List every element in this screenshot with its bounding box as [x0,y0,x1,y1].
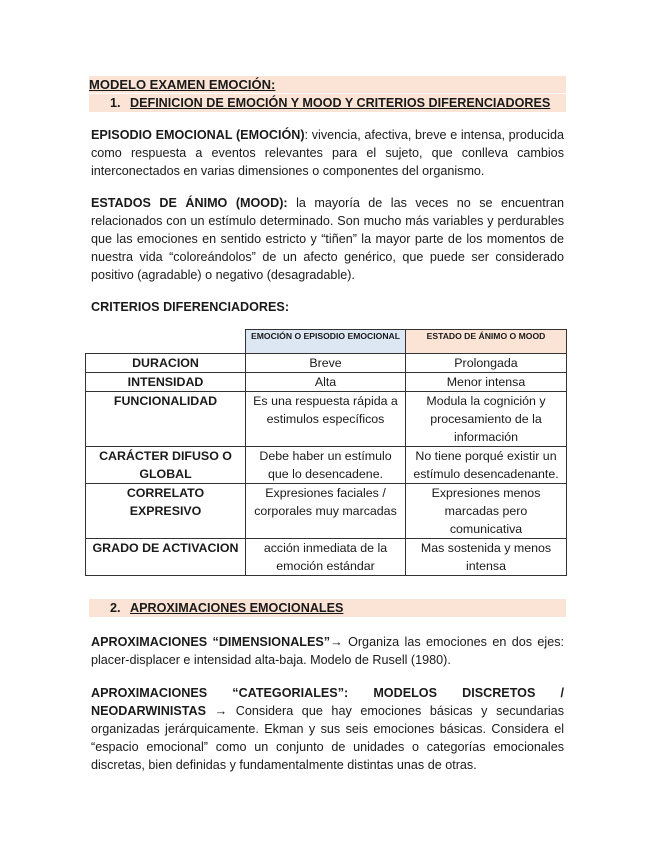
table-header-blank [86,330,246,354]
row-criterio: INTENSIDAD [86,373,246,392]
categoriales-text: Considera que hay emociones básicas y secundarias organizadas jerárquicamente. Ekman y sus seis emociones básicas. Considera el “espacio emocional” como un conjunto de unidades o categorías emocionales discretas, bien definidas y fundamentalmente distintas unas de otras. [91,704,564,772]
table-row [86,447,567,484]
row-mood: Modula la cognición y procesamiento de la información [406,392,567,447]
row-criterio: GRADO DE ACTIVACION [86,539,246,576]
categoriales-paragraph [91,684,564,774]
table-row [86,392,567,447]
row-criterio: FUNCIONALIDAD [86,392,246,447]
table-header-row [86,330,567,354]
criteria-table [85,329,567,576]
section-2-number: 2. [110,601,121,615]
table-row [86,484,567,539]
row-mood: Mas sostenida y menos intensa [406,539,567,576]
row-criterio: DURACION [86,354,246,373]
row-mood: Expresiones menos marcadas pero comunicativa [406,484,567,539]
section-1-heading [89,94,566,112]
criterios-label: CRITERIOS DIFERENCIADORES: [91,300,290,314]
row-emocion: Es una respuesta rápida a estimulos específicos [246,392,406,447]
dimensionales-text: Organiza las emociones en dos ejes: placer-displacer e intensidad alta-baja. Modelo de Rusell (1980). [91,635,565,667]
table-header-mood: ESTADO DE ÁNIMO O MOOD [406,330,567,354]
row-criterio: CORRELATO EXPRESIVO [86,484,246,539]
table-header-emocion: EMOCIÓN O EPISODIO EMOCIONAL [246,330,406,354]
section-1-title: DEFINICION DE EMOCIÓN Y MOOD Y CRITERIOS DIFERENCIADORES [130,96,551,110]
section-2-heading [89,599,566,617]
episodio-paragraph [91,126,564,180]
table-row [86,539,567,576]
table-row [86,354,567,373]
section-1-number: 1. [110,96,121,110]
estados-term: ESTADOS DE ÁNIMO (MOOD): [91,196,288,210]
table-row [86,373,567,392]
categoriales-term: APROXIMACIONES “CATEGORIALES”: MODELOS DISCRETOS / NEODARWINISTAS → [91,686,564,718]
estados-text: la mayoría de las veces no se encuentran relacionados con un estímulo determinado. Son mucho más variables y perdurables que las emociones en sentido estricto y “tiñen” la mayor parte de los momentos de nuestra vida “coloreándolos” de un afecto genérico, que puede ser considerado positivo (agradable) o negativo (desagradable). [91,196,564,282]
row-mood: Menor intensa [406,373,567,392]
document-title: MODELO EXAMEN EMOCIÓN: [89,76,566,93]
dimensionales-paragraph [91,633,564,669]
dimensionales-term: APROXIMACIONES “DIMENSIONALES”→ [91,635,343,649]
row-emocion: Expresiones faciales / corporales muy marcadas [246,484,406,539]
row-emocion: acción inmediata de la emoción estándar [246,539,406,576]
row-emocion: Breve [246,354,406,373]
episodio-text: : vivencia, afectiva, breve e intensa, producida como respuesta a eventos relevantes para el sujeto, que conlleva cambios interconectados en varias dimensiones o componentes del organismo. [91,128,564,178]
episodio-term: EPISODIO EMOCIONAL (EMOCIÓN) [91,128,305,142]
estados-paragraph [91,194,564,284]
section-2-title: APROXIMACIONES EMOCIONALES [130,601,344,615]
row-emocion: Debe haber un estímulo que lo desencadene. [246,447,406,484]
row-emocion: Alta [246,373,406,392]
row-criterio: CARÁCTER DIFUSO O GLOBAL [86,447,246,484]
row-mood: Prolongada [406,354,567,373]
row-mood: No tiene porqué existir un estímulo desencadenante. [406,447,567,484]
